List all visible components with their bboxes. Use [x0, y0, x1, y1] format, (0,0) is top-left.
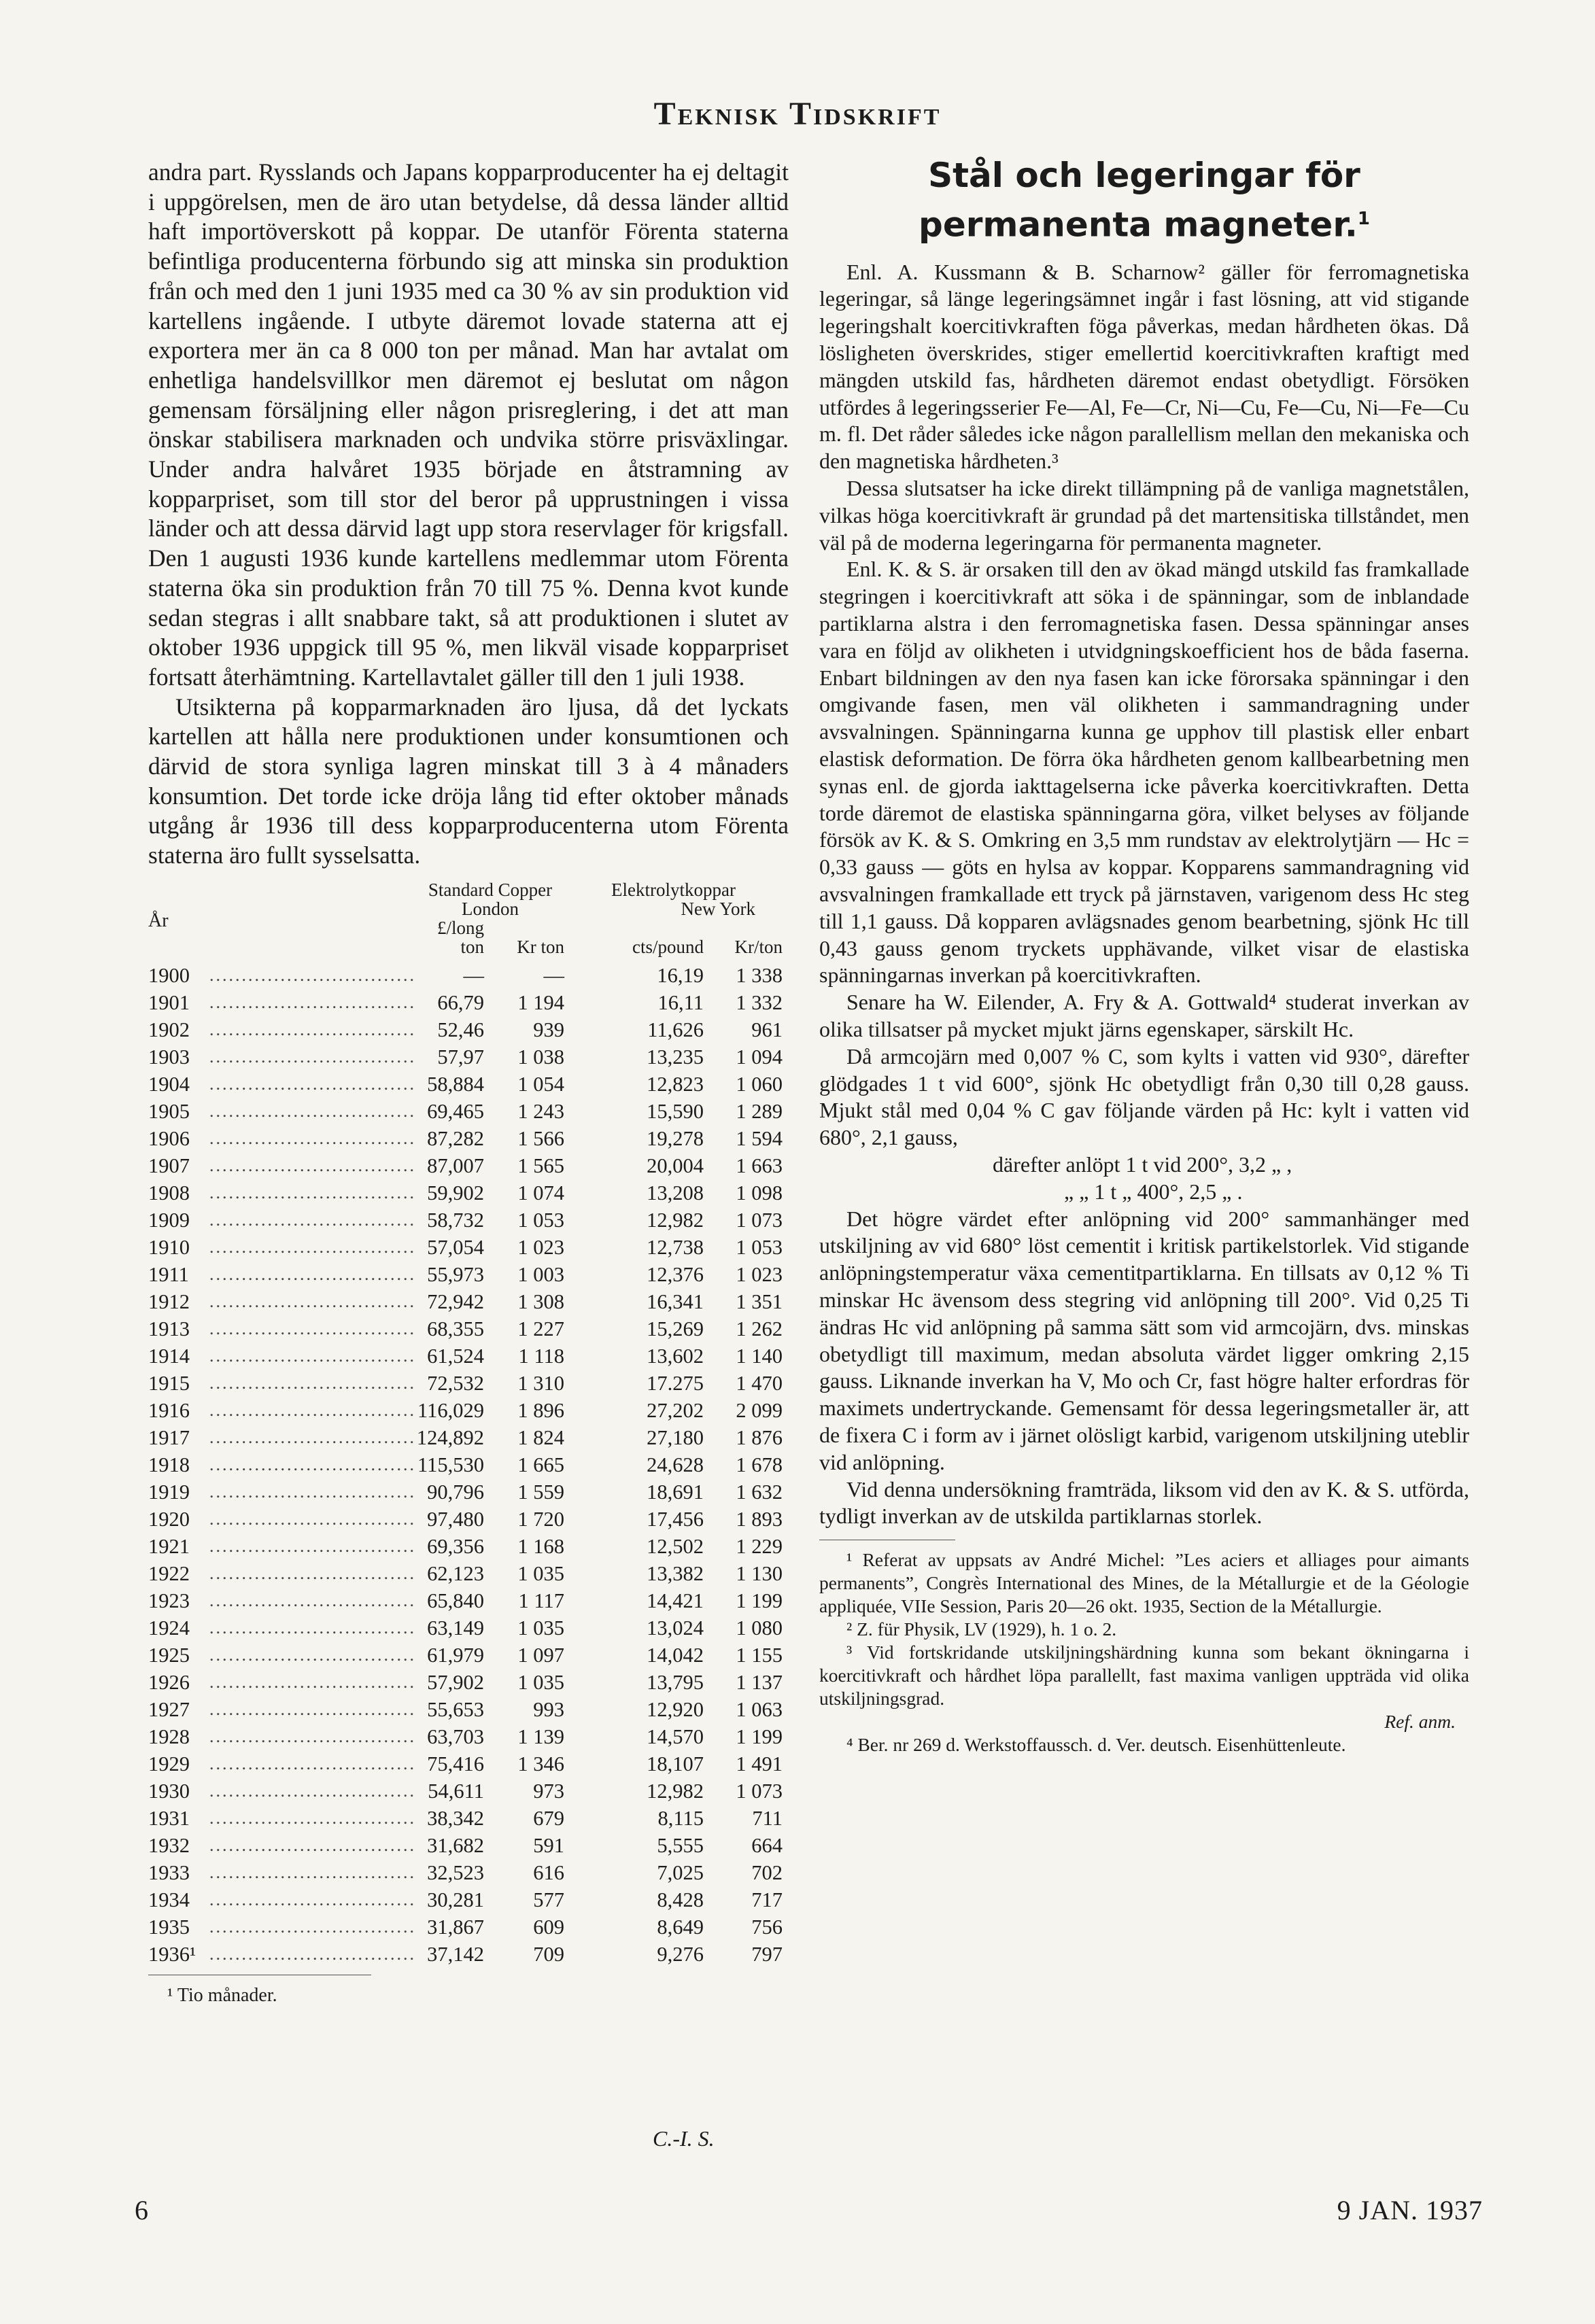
footnote-1: ¹ Referat av uppsats av André Michel: ”Les aciers et alliages pour aimants permanents”, Congrès International des Mines, de la Métallurgie et de la Géologie appliquée, VIIe Session, Paris 20—26 okt. 1935, Section de la Métallurgie.: [819, 1549, 1469, 1617]
right-paragraph-2: Dessa slutsatser ha icke direkt tillämpning på de vanliga magnetstålen, vilkas höga koercitivkraft är grundad på det martensitiska tillståndet, men väl på de moderna legeringarna för permanenta magneter.: [819, 476, 1469, 555]
year-cell: 1932: [148, 1833, 190, 1857]
ny-krton-cell: 1 199: [736, 1589, 783, 1612]
ny-krton-cell: 2 099: [736, 1398, 783, 1422]
ny-krton-cell: 1 594: [736, 1126, 783, 1150]
ny-price-cell: 17.275: [647, 1371, 704, 1395]
article-title: [819, 154, 1469, 247]
year-cell: 1923: [148, 1589, 190, 1612]
london-price-cell: 90,796: [427, 1480, 484, 1504]
year-cell: 1924: [148, 1616, 190, 1640]
right-paragraph-6: Det högre värdet efter anlöpning vid 200° sammanhänger med utskiljning av vid 680° löst cementit i kritisk partikelstorlek. Vid stigande anlöpningstemperatur växa cementitpartiklarna. En tillsats av 0,12 % Ti minskar Hc ävensom dess stegring vid anlöpning till 200°. Vid 0,25 Ti ändras Hc vid anlöpning på samma sätt som vid armcojärn, dvs. minskas obetydligt till maximum, medan absoluta värdet ligger omkring 2,15 gauss. Liknande inverkan ha V, Mo och Cr, fast högre halter erfordras för maximets undertryckande. Gemensamt för dessa legeringsmetaller är, att de fixera C i form av i järnet olösligt karbid, varigenom utskiljning uteblir vid anlöpning.: [819, 1206, 1469, 1474]
year-cell: 1901: [148, 990, 190, 1014]
ny-price-cell: 8,428: [657, 1888, 704, 1911]
table-row: [148, 1805, 783, 1832]
london-krton-cell: 1 035: [517, 1616, 564, 1640]
left-signature: C.-I. S.: [653, 2126, 715, 2151]
ny-price-cell: 16,19: [657, 963, 704, 987]
ny-krton-cell: 1 491: [736, 1752, 783, 1775]
year-cell: 1908: [148, 1181, 190, 1204]
london-krton-cell: 577: [533, 1888, 564, 1911]
table-row: [148, 1478, 783, 1506]
ny-price-cell: 18,691: [647, 1480, 704, 1504]
ny-krton-cell: 1 199: [736, 1724, 783, 1748]
table-row: [148, 1859, 783, 1886]
leader-dots: ................................: [209, 1264, 416, 1284]
group2-header-line1: Elektrolytkoppar: [611, 879, 736, 900]
london-price-cell: —: [463, 963, 484, 987]
ny-krton-cell: 961: [751, 1018, 783, 1041]
leader-dots: ................................: [209, 1807, 416, 1828]
ny-krton-cell: 1 060: [736, 1072, 783, 1096]
ny-price-cell: 13,208: [647, 1181, 704, 1204]
col-year-header: År: [148, 909, 169, 931]
ny-krton-cell: 1 098: [736, 1181, 783, 1204]
table-row: [148, 1560, 783, 1587]
ny-krton-cell: 756: [751, 1915, 783, 1939]
year-cell: 1926: [148, 1670, 190, 1694]
london-price-cell: 58,732: [427, 1208, 484, 1232]
london-krton-cell: 1 720: [517, 1507, 564, 1531]
leader-dots: ................................: [209, 1617, 416, 1637]
ny-price-cell: 24,628: [647, 1453, 704, 1476]
copper-price-table: [148, 880, 783, 1968]
footnote-2: ² Z. für Physik, LV (1929), h. 1 o. 2.: [846, 1618, 1117, 1640]
london-price-cell: 66,79: [437, 990, 484, 1014]
leader-dots: ................................: [209, 1400, 416, 1420]
ny-krton-cell: 1 262: [736, 1317, 783, 1340]
london-price-cell: 37,142: [427, 1942, 484, 1966]
year-cell: 1915: [148, 1371, 190, 1395]
london-krton-cell: 1 194: [517, 990, 564, 1014]
leader-dots: ................................: [209, 1318, 416, 1338]
table-row: [148, 1315, 783, 1342]
london-krton-cell: 1 243: [517, 1099, 564, 1123]
leader-dots: ................................: [209, 1481, 416, 1502]
ny-krton-cell: 1 332: [736, 990, 783, 1014]
table-row: [148, 1941, 783, 1968]
table-row: [148, 962, 783, 989]
leader-dots: ................................: [209, 1780, 416, 1801]
year-cell: 1931: [148, 1806, 190, 1830]
right-paragraph-3: Enl. K. & S. är orsaken till den av ökad mängd utskild fas framkallade stegringen i koercitivkraft att söka i de spänningar, som de inblandade partiklarna alstra i den ferromagnetiska fasen. Dessa spänningar anses vara en följd av olikheten i utvidgningskoefficient hos de båda faserna. Enbart bildningen av den nya fasen kan icke förorsaka spänningar i den omgivande fasen, men väl olikheten i sammandragning under avsvalningen. Spänningarna kunna ge upphov till plastisk eller enbart elastisk deformation. De förra öka hårdheten genom kallbearbetning men synas enl. de gjorda iakttagelserna icke påverka koercitivkraften. Detta torde däremot de elastiska spänningarna göra, vilket belyses av följande försök av K. & S. Omkring en 3,5 mm rundstav av elektrolytjärn — Hc = 0,33 gauss — göts en hylsa av koppar. Kopparens sammandragning vid avsvalningen framkallade ett tryck på järnstaven, varigenom dess Hc steg till 1,1 gauss. Då kopparen avlägsnades genom bearbetning, sjönk Hc till 0,43 gauss genom tryckets upphävande, vilket visar de elastiska spänningarnas inverkan på koercitivkraften.: [819, 557, 1469, 988]
leader-dots: ................................: [209, 1182, 416, 1202]
london-krton-cell: 1 053: [517, 1208, 564, 1232]
year-cell: 1913: [148, 1317, 190, 1340]
london-price-cell: 97,480: [427, 1507, 484, 1531]
year-cell: 1905: [148, 1099, 190, 1123]
year-cell: 1922: [148, 1561, 190, 1585]
leader-dots: ................................: [209, 1454, 416, 1474]
london-price-cell: 30,281: [427, 1888, 484, 1911]
leader-dots: ................................: [209, 1073, 416, 1094]
table-row: [148, 1832, 783, 1859]
london-krton-cell: 1 023: [517, 1235, 564, 1259]
leader-dots: ................................: [209, 992, 416, 1012]
ny-krton-cell: 1 140: [736, 1344, 783, 1368]
london-price-cell: 38,342: [427, 1806, 484, 1830]
london-price-cell: 72,532: [427, 1371, 484, 1395]
footnote-3: ³ Vid fortskridande utskiljningshärdning kunna som bekant ökningarna i koercitivkraft och hårdhet löpa parallellt, fast maxima vanligen uppträda vid olika utskiljningsgrad.: [819, 1642, 1469, 1710]
table-row: [148, 1342, 783, 1370]
article-title-text: Stål och legeringar för permanenta magneter.: [919, 156, 1360, 245]
ny-price-cell: 12,982: [647, 1208, 704, 1232]
london-krton-cell: 1 054: [517, 1072, 564, 1096]
year-cell: 1911: [148, 1262, 189, 1286]
table-row: [148, 1723, 783, 1750]
london-price-cell: 61,979: [427, 1643, 484, 1667]
london-krton-cell: 1 139: [517, 1724, 564, 1748]
table-row: [148, 1152, 783, 1179]
table-row: [148, 1424, 783, 1451]
leader-dots: ................................: [209, 1155, 416, 1175]
table-row: [148, 1886, 783, 1913]
year-cell: 1909: [148, 1208, 190, 1232]
london-krton-cell: 1 227: [517, 1317, 564, 1340]
ny-price-cell: 14,570: [647, 1724, 704, 1748]
ny-price-cell: 13,382: [647, 1561, 704, 1585]
year-cell: 1929: [148, 1752, 190, 1775]
london-price-cell: 57,054: [427, 1235, 484, 1259]
ny-krton-cell: 1 470: [736, 1371, 783, 1395]
leader-dots: ................................: [209, 1699, 416, 1719]
leader-dots: ................................: [209, 1046, 416, 1066]
ny-krton-cell: 1 094: [736, 1045, 783, 1069]
year-cell: 1904: [148, 1072, 190, 1096]
london-price-cell: 87,007: [427, 1154, 484, 1177]
london-price-cell: 57,97: [437, 1045, 484, 1069]
table-row: [148, 1696, 783, 1723]
ny-krton-cell: 664: [751, 1833, 783, 1857]
london-krton-cell: 709: [533, 1942, 564, 1966]
london-price-cell: 69,465: [427, 1099, 484, 1123]
ny-price-cell: 13,795: [647, 1670, 704, 1694]
london-krton-cell: 1 074: [517, 1181, 564, 1204]
year-cell: 1921: [148, 1534, 190, 1558]
london-price-cell: 59,902: [427, 1181, 484, 1204]
ny-price-cell: 12,920: [647, 1697, 704, 1721]
london-price-cell: 62,123: [427, 1561, 484, 1585]
ny-price-cell: 7,025: [657, 1860, 704, 1884]
london-krton-cell: 1 346: [517, 1752, 564, 1775]
group2-header-line2: New York: [681, 898, 755, 919]
ny-krton-cell: 717: [751, 1888, 783, 1911]
london-krton-cell: 1 566: [517, 1126, 564, 1150]
london-price-cell: 72,942: [427, 1289, 484, 1313]
year-cell: 1919: [148, 1480, 190, 1504]
ny-krton-cell: 1 351: [736, 1289, 783, 1313]
london-krton-cell: 1 168: [517, 1534, 564, 1558]
ny-price-cell: 27,180: [647, 1425, 704, 1449]
ny-price-cell: 12,502: [647, 1534, 704, 1558]
unit-header-4: Kr/ton: [734, 936, 783, 957]
leader-dots: ................................: [209, 1236, 416, 1257]
table-footnote: ¹ Tio månader.: [148, 1975, 371, 2007]
right-paragraph-4: Senare ha W. Eilender, A. Fry & A. Gottwald⁴ studerat inverkan av olika tillsatser på mycket mjukt järns egenskaper, särskilt Hc.: [819, 990, 1469, 1041]
london-price-cell: 55,973: [427, 1262, 484, 1286]
right-paragraph-5-line-3: „ „ 1 t „ 400°, 2,5 „ .: [1064, 1179, 1243, 1204]
london-krton-cell: —: [543, 963, 564, 987]
table-row: [148, 1043, 783, 1071]
leader-dots: ................................: [209, 1644, 416, 1665]
year-cell: 1920: [148, 1507, 190, 1531]
ny-krton-cell: 1 632: [736, 1480, 783, 1504]
left-paragraph-2: Utsikterna på kopparmarknaden äro ljusa, då det lyckats kartellen att hålla nere produktionen under konsumtionen och därvid de stora synliga lagren minskat till 3 à 4 månaders konsumtion. Det torde icke dröja lång tid efter oktober månads utgång år 1936 till dess kopparproducenterna utom Förenta staterna äro fullt sysselsatta.: [148, 693, 789, 869]
leader-dots: ................................: [209, 965, 416, 985]
london-krton-cell: 1 308: [517, 1289, 564, 1313]
london-price-cell: 31,867: [427, 1915, 484, 1939]
london-krton-cell: 939: [533, 1018, 564, 1041]
ny-krton-cell: 711: [752, 1806, 783, 1830]
london-krton-cell: 609: [533, 1915, 564, 1939]
unit-header-1: £/long ton: [436, 917, 484, 957]
ny-price-cell: 12,982: [647, 1779, 704, 1803]
london-price-cell: 75,416: [427, 1752, 484, 1775]
year-cell: 1917: [148, 1425, 190, 1449]
london-krton-cell: 1 035: [517, 1561, 564, 1585]
london-krton-cell: 1 097: [517, 1643, 564, 1667]
london-price-cell: 32,523: [427, 1860, 484, 1884]
table-row: [148, 1777, 783, 1805]
ny-price-cell: 8,115: [657, 1806, 704, 1830]
ny-price-cell: 15,590: [647, 1099, 704, 1123]
table-row: [148, 1642, 783, 1669]
ny-price-cell: 14,421: [647, 1589, 704, 1612]
ny-price-cell: 19,278: [647, 1126, 704, 1150]
table-row: [148, 1506, 783, 1533]
leader-dots: ................................: [209, 1536, 416, 1556]
london-price-cell: 115,530: [417, 1453, 484, 1476]
year-cell: 1927: [148, 1697, 190, 1721]
london-price-cell: 63,149: [427, 1616, 484, 1640]
right-paragraph-5: Då armcojärn med 0,007 % C, som kylts i vatten vid 930°, därefter glödgades 1 t vid 600°, sjönk Hc obetydligt från 0,30 till 0,28 gauss. Mjukt stål med 0,04 % C gav följande värden på Hc: kylt i vatten vid 680°, 2,1 gauss,: [819, 1043, 1469, 1150]
table-row: [148, 989, 783, 1016]
leader-dots: ................................: [209, 1372, 416, 1393]
ny-krton-cell: 1 876: [736, 1425, 783, 1449]
year-cell: 1928: [148, 1724, 190, 1748]
london-price-cell: 31,682: [427, 1833, 484, 1857]
table-row: [148, 1397, 783, 1424]
ny-krton-cell: 1 893: [736, 1507, 783, 1531]
london-price-cell: 69,356: [427, 1534, 484, 1558]
ny-krton-cell: 1 073: [736, 1779, 783, 1803]
table-row: [148, 1533, 783, 1560]
london-price-cell: 63,703: [427, 1724, 484, 1748]
london-krton-cell: 1 117: [518, 1589, 564, 1612]
table-row: [148, 1288, 783, 1315]
ny-krton-cell: 797: [751, 1942, 783, 1966]
leader-dots: ................................: [209, 1753, 416, 1773]
ny-krton-cell: 1 080: [736, 1616, 783, 1640]
leader-dots: ................................: [209, 1508, 416, 1529]
ny-krton-cell: 1 023: [736, 1262, 783, 1286]
ny-krton-cell: 1 338: [736, 963, 783, 987]
ny-price-cell: 15,269: [647, 1317, 704, 1340]
table-row: [148, 1071, 783, 1098]
london-krton-cell: 1 035: [517, 1670, 564, 1694]
unit-header-2: Kr ton: [517, 936, 564, 957]
london-krton-cell: 616: [533, 1860, 564, 1884]
year-cell: 1930: [148, 1779, 190, 1803]
right-paragraph-5-line-2: därefter anlöpt 1 t vid 200°, 3,2 „ ,: [993, 1151, 1292, 1177]
ny-krton-cell: 1 155: [736, 1643, 783, 1667]
leader-dots: ................................: [209, 1345, 416, 1366]
ny-krton-cell: 1 053: [736, 1235, 783, 1259]
london-price-cell: 61,524: [427, 1344, 484, 1368]
table-row: [148, 1669, 783, 1696]
page-number: 6: [135, 2195, 148, 2225]
table-row: [148, 1016, 783, 1043]
ny-price-cell: 13,235: [647, 1045, 704, 1069]
london-price-cell: 124,892: [416, 1425, 484, 1449]
table-row: [148, 1261, 783, 1288]
table-row: [148, 1234, 783, 1261]
leader-dots: ................................: [209, 1943, 416, 1964]
leader-dots: ................................: [209, 1427, 416, 1447]
leader-dots: ................................: [209, 1726, 416, 1746]
ny-price-cell: 12,376: [647, 1262, 704, 1286]
year-cell: 1916: [148, 1398, 190, 1422]
year-cell: 1906: [148, 1126, 190, 1150]
ny-krton-cell: 1 130: [736, 1561, 783, 1585]
london-krton-cell: 1 896: [517, 1398, 564, 1422]
year-cell: 1914: [148, 1344, 190, 1368]
ny-price-cell: 18,107: [647, 1752, 704, 1775]
table-row: [148, 1370, 783, 1397]
ny-price-cell: 13,024: [647, 1616, 704, 1640]
left-paragraph-1: andra part. Rysslands och Japans kopparproducenter ha ej deltagit i uppgörelsen, men de äro utan betydelse, då dessa länder alltid haft importöverskott på koppar. De utanför Förenta staterna befintliga producenterna förbundo sig att minska sin produktion från och med den 1 juni 1935 med ca 30 % av sin produktion vid kartellens ingående. I utbyte däremot lovade staterna att ej exportera mer än ca 8 000 ton per månad. Man har avtalat om enhetliga handelsvillkor men däremot ej beslutat om någon gemensam försäljning eller någon prisreglering, i det att man önskar stabilisera marknaden och undvika större prisväxlingar. Under andra halvåret 1935 började en åtstramning av kopparpriset, som till stor del beror på upprustningen i vissa länder och att dessa därvid lagt upp stora reservlager för krigsfall. Den 1 augusti 1936 kunde kartellens medlemmar utom Förenta staterna öka sin produktion från 70 till 75 %. Denna kvot kunde sedan stegras i allt snabbare takt, så att produktionen i slutet av oktober 1936 uppgick till 95 %, men likväl visade kopparpriset fortsatt återhämtning. Kartellavtalet gäller till den 1 juli 1938.: [148, 158, 789, 691]
leader-dots: ................................: [209, 1590, 416, 1610]
table-row: [148, 1587, 783, 1614]
london-krton-cell: 993: [533, 1697, 564, 1721]
right-paragraph-1: Enl. A. Kussmann & B. Scharnow² gäller för ferromagnetiska legeringar, så länge legeringsämnet ingår i fast lösning, att vid stigande legeringshalt koercitivkraften föga påverkas, medan hårdheten ökas. Då lösligheten överskrides, stiger emellertid koercitivkraften kraftigt med mängden utskild fas, hårdheten däremot endast obetydligt. Försöken utfördes å legeringsserier Fe—Al, Fe—Cr, Ni—Cu, Fe—Cu, Ni—Fe—Cu m. fl. Det råder således icke någon parallellism mellan den mekaniska och den magnetiska hårdheten.³: [819, 259, 1469, 474]
footnote-4: ⁴ Ber. nr 269 d. Werkstoffaussch. d. Ver. deutsch. Eisenhüttenleute.: [846, 1734, 1346, 1756]
masthead: Teknisk Tidskrift: [653, 96, 942, 132]
london-krton-cell: 1 665: [517, 1453, 564, 1476]
year-cell: 1907: [148, 1154, 190, 1177]
table-row: [148, 1098, 783, 1125]
year-cell: 1935: [148, 1915, 190, 1939]
london-krton-cell: 1 559: [517, 1480, 564, 1504]
footnote-3-signature: Ref. anm.: [1384, 1711, 1456, 1733]
london-krton-cell: 1 310: [517, 1371, 564, 1395]
leader-dots: ................................: [209, 1128, 416, 1148]
london-price-cell: 54,611: [428, 1779, 484, 1803]
ny-price-cell: 12,738: [647, 1235, 704, 1259]
ny-price-cell: 20,004: [647, 1154, 704, 1177]
leader-dots: ................................: [209, 1889, 416, 1909]
ny-krton-cell: 1 289: [736, 1099, 783, 1123]
issue-date: 9 JAN. 1937: [1337, 2195, 1483, 2225]
table-row: [148, 1125, 783, 1152]
article-title-footnote-ref: 1: [1357, 209, 1370, 229]
ny-price-cell: 16,341: [647, 1289, 704, 1313]
year-cell: 1910: [148, 1235, 190, 1259]
year-cell: 1900: [148, 963, 190, 987]
table-row: [148, 1614, 783, 1642]
leader-dots: ................................: [209, 1209, 416, 1230]
london-price-cell: 65,840: [427, 1589, 484, 1612]
year-cell: 1903: [148, 1045, 190, 1069]
table-row: [148, 1750, 783, 1777]
table-row: [148, 1913, 783, 1941]
ny-price-cell: 5,555: [657, 1833, 704, 1857]
leader-dots: ................................: [209, 1563, 416, 1583]
leader-dots: ................................: [209, 1916, 416, 1937]
table-row: [148, 1451, 783, 1478]
table-row: [148, 1207, 783, 1234]
london-price-cell: 58,884: [427, 1072, 484, 1096]
ny-price-cell: 13,602: [647, 1344, 704, 1368]
london-price-cell: 52,46: [437, 1018, 484, 1041]
year-cell: 1918: [148, 1453, 190, 1476]
unit-header-3: cts/pound: [632, 936, 704, 957]
right-column: [819, 154, 1469, 1756]
ny-price-cell: 8,649: [657, 1915, 704, 1939]
ny-price-cell: 27,202: [647, 1398, 704, 1422]
ny-krton-cell: 1 678: [736, 1453, 783, 1476]
leader-dots: ................................: [209, 1835, 416, 1855]
ny-krton-cell: 1 229: [736, 1534, 783, 1558]
london-price-cell: 68,355: [427, 1317, 484, 1340]
ny-krton-cell: 702: [751, 1860, 783, 1884]
year-cell: 1912: [148, 1289, 190, 1313]
right-paragraph-7: Vid denna undersökning framträda, liksom vid den av K. & S. utförda, tydligt inverkan av de utskilda partiklarnas storlek.: [819, 1476, 1469, 1529]
leader-dots: ................................: [209, 1019, 416, 1039]
ny-krton-cell: 1 137: [736, 1670, 783, 1694]
london-krton-cell: 1 118: [518, 1344, 564, 1368]
ny-price-cell: 11,626: [647, 1018, 704, 1041]
ny-price-cell: 14,042: [647, 1643, 704, 1667]
ny-price-cell: 9,276: [657, 1942, 704, 1966]
london-krton-cell: 1 003: [517, 1262, 564, 1286]
ny-price-cell: 12,823: [647, 1072, 704, 1096]
london-price-cell: 55,653: [427, 1697, 484, 1721]
london-price-cell: 87,282: [427, 1126, 484, 1150]
london-krton-cell: 1 038: [517, 1045, 564, 1069]
year-cell: 1933: [148, 1860, 190, 1884]
year-cell: 1925: [148, 1643, 190, 1667]
leader-dots: ................................: [209, 1291, 416, 1311]
leader-dots: ................................: [209, 1100, 416, 1121]
left-column: [148, 158, 789, 2007]
year-cell: 1902: [148, 1018, 190, 1041]
group1-header-line2: London: [462, 898, 519, 919]
london-price-cell: 116,029: [417, 1398, 484, 1422]
ny-price-cell: 16,11: [657, 990, 704, 1014]
london-krton-cell: 1 565: [517, 1154, 564, 1177]
leader-dots: ................................: [209, 1671, 416, 1692]
ny-krton-cell: 1 073: [736, 1208, 783, 1232]
london-krton-cell: 973: [533, 1779, 564, 1803]
ny-krton-cell: 1 063: [736, 1697, 783, 1721]
london-krton-cell: 1 824: [517, 1425, 564, 1449]
year-cell: 1934: [148, 1888, 190, 1911]
year-cell: 1936¹: [148, 1942, 196, 1966]
ny-price-cell: 17,456: [647, 1507, 704, 1531]
ny-krton-cell: 1 663: [736, 1154, 783, 1177]
group1-header-line1: Standard Copper: [428, 879, 553, 900]
table-row: [148, 1179, 783, 1207]
london-krton-cell: 591: [533, 1833, 564, 1857]
london-krton-cell: 679: [533, 1806, 564, 1830]
london-price-cell: 57,902: [427, 1670, 484, 1694]
leader-dots: ................................: [209, 1862, 416, 1882]
